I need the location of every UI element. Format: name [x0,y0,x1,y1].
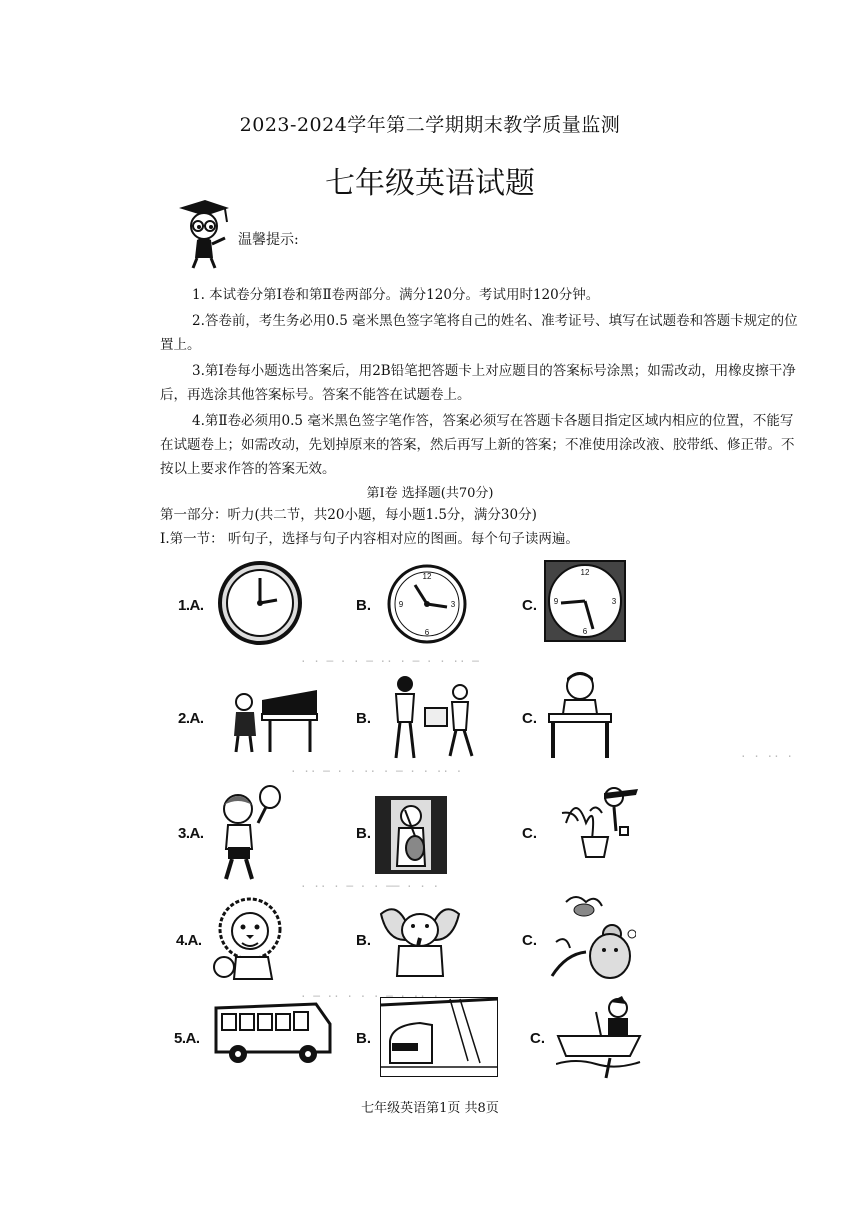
scan-noise: · ·· · ─ · · ── · · · [300,880,440,893]
svg-text:3: 3 [450,600,456,609]
tip-label: 温馨提示: [238,232,299,248]
tennis-player-icon [214,785,284,883]
instruction-2: 2.答卷前，考生务必用0.5 毫米黑色签字笔将自己的姓名、准考证号、填写在试题卷和答题卡规定的位置上。 [160,313,798,353]
scan-noise: · ·· ─ · · ·· · ─ · · ·· · [290,765,463,778]
svg-text:6: 6 [424,628,430,637]
lion-icon [212,895,286,981]
exam-year-line: 2023-2024学年第二学期期末教学质量监测 [239,114,621,136]
guitar-player-icon [375,796,447,874]
svg-text:9: 9 [553,597,559,606]
scan-noise: · · ─ · · ─ ·· · ─ · · ·· ─ [300,655,479,668]
scan-noise: · · ·· · [740,750,793,763]
part1-heading: 第一部分：听力(共二节，共20小题，每小题1.5分，满分30分) [160,507,537,523]
bus-icon [212,996,334,1066]
section1-instruction: Ⅰ.第一节： 听句子，选择与句子内容相对应的图画。每个句子读两遍。 [160,531,579,547]
svg-text:6: 6 [582,627,588,636]
exam-title: 七年级英语试题 [325,166,535,201]
svg-text:12: 12 [580,568,590,577]
clock-icon [543,559,627,643]
band-icon [380,672,480,762]
question-5-option-b: B. [356,1030,371,1047]
question-2-option-c: C. [522,710,537,727]
train-icon [380,997,498,1077]
question-4-option-c: C. [522,932,537,949]
plant-girl-icon [556,783,648,861]
mascot-icon [175,198,233,270]
scan-noise: · ─ ·· · · · ─ · ·· · [300,990,440,1003]
question-5-option-c: C. [530,1030,545,1047]
question-1-label: 1.A. [178,597,204,614]
question-4-option-b: B. [356,932,371,949]
volume-heading: 第Ⅰ卷 选择题(共70分) [366,486,494,501]
question-4-label: 4.A. [176,932,202,949]
question-3-option-c: C. [522,825,537,842]
instructions [160,283,805,483]
question-3-option-b: B. [356,825,371,842]
boat-icon [556,996,642,1080]
question-1-option-b: B. [356,597,371,614]
svg-text:3: 3 [611,597,617,606]
question-5-label: 5.A. [174,1030,200,1047]
clock-icon [215,560,305,646]
page-footer: 七年级英语第1页 共8页 [361,1101,499,1116]
desk-student-icon [545,668,615,762]
clock-icon [385,563,469,645]
koala-icon [546,892,636,984]
question-2-option-b: B. [356,710,371,727]
question-1-option-c: C. [522,597,537,614]
instruction-4: 4.第Ⅱ卷必须用0.5 毫米黑色签字笔作答，答案必须写在答题卡各题目指定区域内相应的位置，不能写在试题卷上；如需改动，先划掉原来的答案，然后再写上新的答案；不准使用涂改液、胶带纸、修正带。不按以上要求作答的答案无效。 [160,413,795,477]
piano-player-icon [222,680,322,756]
instruction-1: 1. 本试卷分第Ⅰ卷和第Ⅱ卷两部分。满分120分。考试用时120分钟。 [192,287,600,303]
elephant-icon [375,900,465,978]
question-2-label: 2.A. [178,710,204,727]
question-3-label: 3.A. [178,825,204,842]
instruction-3: 3.第Ⅰ卷每小题选出答案后，用2B铅笔把答题卡上对应题目的答案标号涂黑；如需改动，用橡皮擦干净后，再选涂其他答案标号。答案不能答在试题卷上。 [160,363,796,403]
svg-text:12: 12 [422,572,432,581]
svg-text:9: 9 [398,600,404,609]
